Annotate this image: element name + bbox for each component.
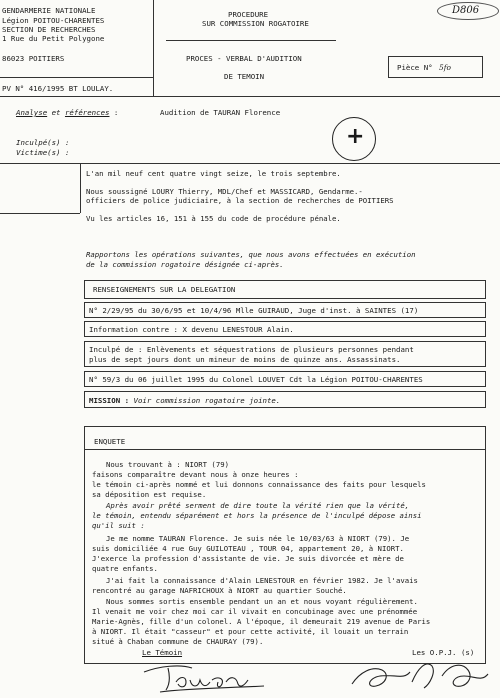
- org-city: 86023 POITIERS: [2, 54, 65, 63]
- delegation-info: Information contre : X devenu LENESTOUR Alain.: [89, 325, 294, 334]
- org-address: 1 Rue du Petit Polygone: [2, 34, 105, 43]
- enquete-line-2: faisons comparaître devant nous à onze heures :: [92, 470, 299, 479]
- witness-title: DE TEMOIN: [224, 72, 265, 81]
- enquete-line-13: rencontré au garage NAFRICHOUX à NIORT au quartier Souché.: [92, 586, 347, 595]
- top-right-mark: D806: [452, 5, 480, 16]
- circled-mark: +: [332, 117, 376, 161]
- inculpe-label: Inculpé(s) :: [16, 138, 70, 147]
- org-section: SECTION DE RECHERCHES: [2, 25, 96, 34]
- enquete-line-14: Nous sommes sortis ensemble pendant un an et nous voyant régulièrement.: [106, 597, 418, 606]
- analyse-value: Audition de TAURAN Florence: [160, 108, 281, 117]
- delegation-title: RENSEIGNEMENTS SUR LA DELEGATION: [93, 285, 236, 294]
- delegation-no2: N° 59/3 du 06 juillet 1995 du Colonel LOUVET Cdt la Légion POITOU-CHARENTES: [89, 375, 423, 384]
- witness-signature: [140, 658, 270, 696]
- pv-title: PROCES - VERBAL D'AUDITION: [186, 54, 302, 63]
- intro-date: L'an mil neuf cent quatre vingt seize, le trois septembre.: [86, 169, 341, 178]
- org-gendarmerie: GENDARMERIE NATIONALE: [2, 6, 96, 15]
- enquete-line-12: J'ai fait la connaissance d'Alain LENESTOUR en février 1982. Je l'avais: [106, 576, 418, 585]
- pv-number: PV N° 416/1995 BT LOULAY.: [2, 84, 114, 93]
- intro-rapportons: Rapportons les opérations suivantes, que nous avons effectuées en exécution: [86, 250, 416, 259]
- enquete-line-18: situé à Chaban commune de CHAURAY (79).: [92, 637, 264, 646]
- intro-articles: Vu les articles 16, 151 à 155 du code de procédure pénale.: [86, 214, 341, 223]
- enquete-line-11: quatre enfants.: [92, 564, 158, 573]
- witness-label: Le Témoin: [142, 648, 183, 657]
- enquete-line-4: sa déposition est requise.: [92, 490, 207, 499]
- delegation-inculpe-2: plus de sept jours dont un mineur de moins de quinze ans. Assassinats.: [89, 355, 401, 364]
- victime-label: Victime(s) :: [16, 148, 70, 157]
- enquete-line-7: qu'il suit :: [92, 521, 145, 530]
- opj-label: Les O.P.J. (s): [412, 648, 475, 657]
- enquete-line-6: le témoin, entendu séparément et hors la présence de l'inculpé dépose ainsi: [92, 511, 422, 520]
- piece-number: 5fo: [439, 63, 451, 72]
- delegation-no: N° 2/29/95 du 30/6/95 et 10/4/96 Mlle GUIRAUD, Juge d'inst. à SAINTES (17): [89, 306, 419, 315]
- enquete-line-9: suis domiciliée 4 rue Guy GUILOTEAU , TOUR 04, appartement 20, à NIORT.: [92, 544, 404, 553]
- delegation-title-box: [84, 280, 486, 299]
- enquete-line-10: J'exerce la profession d'assistante de vie. Je suis divorcée et mère de: [92, 554, 404, 563]
- enquete-line-1: Nous trouvant à : NIORT (79): [106, 460, 230, 469]
- delegation-no-box: [84, 302, 486, 318]
- analyse-label: Analyse et références :: [16, 108, 119, 117]
- delegation-inculpe-box: [84, 341, 486, 367]
- enquete-line-8: Je me nomme TAURAN Florence. Je suis née le 10/03/63 à NIORT (79). Je: [106, 534, 410, 543]
- top-right-stamp: [437, 2, 499, 20]
- intro-officers: Nous soussigné LOURY Thierry, MDL/Chef et MASSICARD, Gendarme.-: [86, 187, 363, 196]
- delegation-no2-box: [84, 371, 486, 387]
- intro-section: officiers de police judiciaire, à la section de recherches de POITIERS: [86, 196, 394, 205]
- enquete-title: ENQUETE: [94, 437, 126, 446]
- delegation-mission: MISSION : Voir commission rogatoire jointe.: [89, 396, 281, 405]
- enquete-line-3: le témoin ci-après nommé et lui donnons connaissance des faits pour lesquels: [92, 480, 426, 489]
- piece-box: [388, 56, 483, 78]
- delegation-info-box: [84, 321, 486, 337]
- procedure-title: PROCEDURE: [228, 10, 269, 19]
- delegation-inculpe-1: Inculpé de : Enlèvements et séquestrations de plusieurs personnes pendant: [89, 345, 414, 354]
- enquete-line-16: Marie-Agnès, fille d'un colonel. A l'époque, il demeurait 219 avenue de Paris: [92, 617, 431, 626]
- intro-commission: de la commission rogatoire désignée ci-après.: [86, 260, 284, 269]
- enquete-line-17: à NIORT. Il était "casseur" et pour cette activité, il louait un terrain: [92, 627, 409, 636]
- enquete-line-15: Il venait me voir chez moi car il vivait en concubinage avec une prénommée: [92, 607, 418, 616]
- org-legion: Légion POITOU-CHARENTES: [2, 16, 105, 25]
- piece-label: Pièce N°: [397, 63, 433, 72]
- enquete-line-5: Après avoir prêté serment de dire toute la vérité rien que la vérité,: [106, 501, 410, 510]
- delegation-mission-box: [84, 391, 486, 408]
- opj-signatures: [346, 654, 492, 696]
- procedure-subtitle: SUR COMMISSION ROGATOIRE: [202, 19, 309, 28]
